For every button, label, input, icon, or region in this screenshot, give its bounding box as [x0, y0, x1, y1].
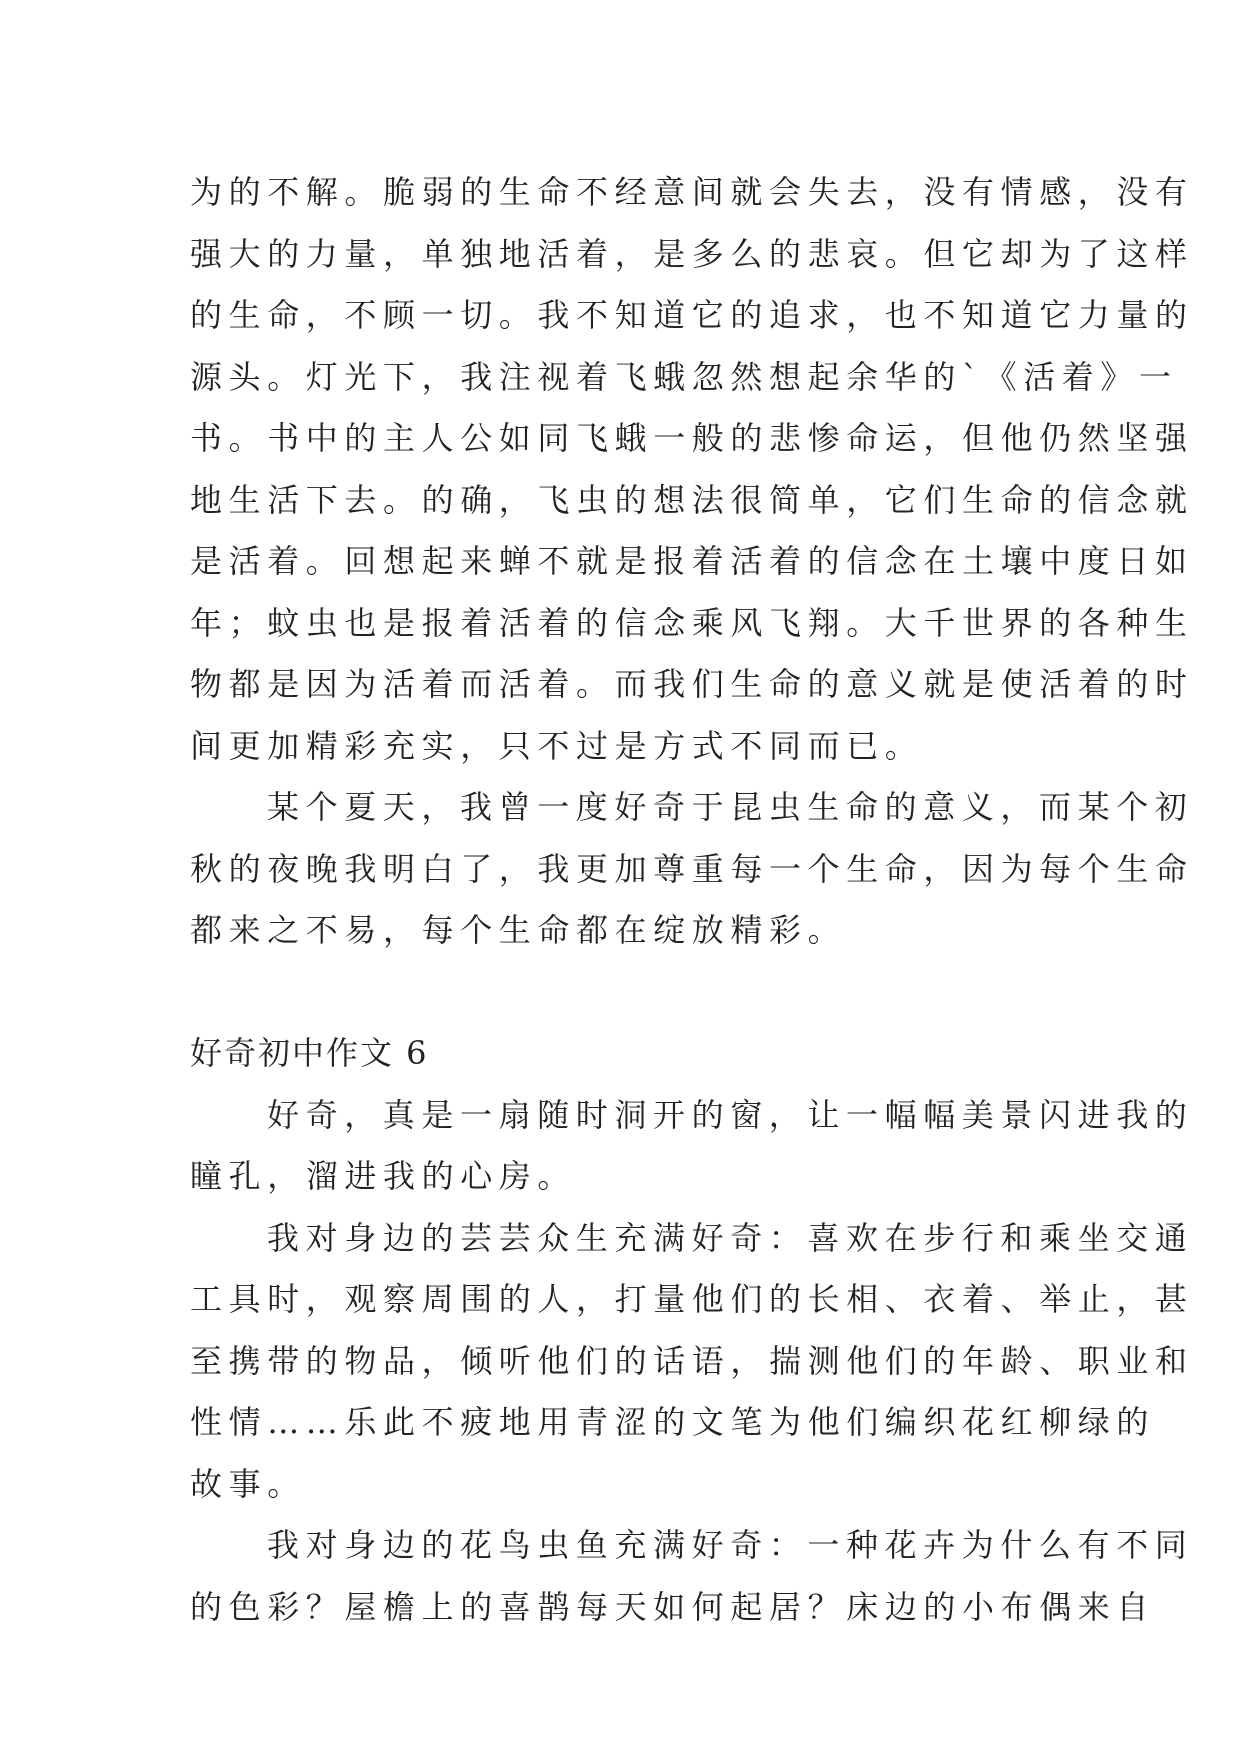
text-line: 地生活下去。的确，飞虫的想法很简单，它们生命的信念就	[190, 480, 1194, 519]
text-line: 物都是因为活着而活着。而我们生命的意义就是使活着的时	[190, 665, 1194, 703]
text-line: 都来之不易，每个生命都在绽放精彩。	[190, 911, 847, 949]
text-line: 间更加精彩充实，只不过是方式不同而已。	[190, 726, 924, 765]
text-line: 至携带的物品，倾听他们的话语，揣测他们的年龄、职业和	[190, 1341, 1194, 1380]
text-line: 某个夏天，我曾一度好奇于昆虫生命的意义，而某个初	[267, 788, 1194, 826]
text-line: 年；蚊虫也是报着活着的信念乘风飞翔。大千世界的各种生	[190, 603, 1194, 642]
paragraph-window	[190, 1085, 1194, 1208]
paragraph-moth-reflection	[190, 162, 1194, 777]
text-line: 我对身边的花鸟虫鱼充满好奇：一种花卉为什么有不同	[267, 1526, 1194, 1564]
text-line: 的色彩？屋檐上的喜鹊每天如何起居？床边的小布偶来自	[190, 1587, 1156, 1626]
text-line: 性情……乐此不疲地用青涩的文笔为他们编织花红柳绿的	[190, 1403, 1156, 1441]
paragraph-people	[190, 1208, 1194, 1516]
paragraph-summer	[190, 777, 1194, 962]
text-line: 故事。	[190, 1464, 306, 1503]
text-line: 为的不解。脆弱的生命不经意间就会失去，没有情感，没有	[190, 173, 1194, 211]
section-heading: 好奇初中作文 6	[190, 1034, 429, 1072]
text-line: 好奇，真是一扇随时洞开的窗，让一幅幅美景闪进我的	[267, 1095, 1194, 1134]
text-line: 源头。灯光下，我注视着飞蛾忽然想起余华的`《活着》一	[190, 357, 1178, 396]
text-line: 是活着。回想起来蝉不就是报着活着的信念在土壤中度日如	[190, 542, 1194, 580]
text-line: 我对身边的芸芸众生充满好奇：喜欢在步行和乘坐交通	[267, 1218, 1194, 1257]
paragraph-nature	[190, 1515, 1194, 1638]
text-line: 秋的夜晚我明白了，我更加尊重每一个生命，因为每个生命	[190, 849, 1194, 888]
text-line: 工具时，观察周围的人，打量他们的长相、衣着、举止，甚	[190, 1280, 1194, 1318]
text-line: 强大的力量，单独地活着，是多么的悲哀。但它却为了这样	[190, 234, 1194, 273]
document-body	[190, 162, 1194, 1638]
text-line: 的生命，不顾一切。我不知道它的追求，也不知道它力量的	[190, 296, 1194, 334]
section-gap	[190, 962, 1056, 1024]
text-line: 瞳孔，溜进我的心房。	[190, 1157, 577, 1195]
text-line: 书。书中的主人公如同飞蛾一般的悲惨命运，但他仍然坚强	[190, 419, 1194, 457]
